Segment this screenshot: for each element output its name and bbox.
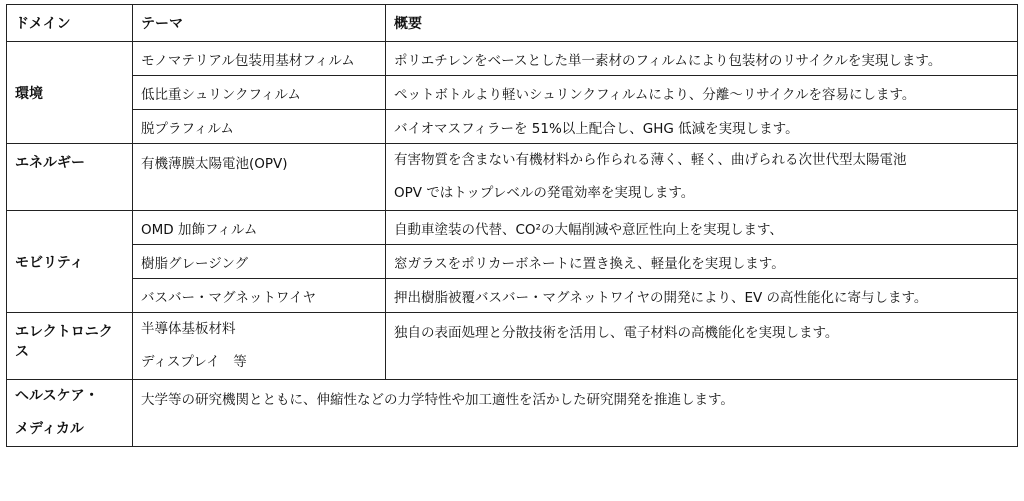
table-row — [7, 110, 1018, 144]
table-header-row — [7, 5, 1018, 42]
summary-cell: ポリエチレンをベースとした単一素材のフィルムにより包装材のリサイクルを実現します。 — [386, 42, 1018, 76]
table-row — [7, 245, 1018, 279]
theme-cell: バスバー・マグネットワイヤ — [133, 279, 386, 313]
summary-cell: 独自の表面処理と分散技術を活用し、電子材料の高機能化を実現します。 — [386, 313, 1018, 380]
summary-line: 有害物質を含まない有機材料から作られる薄く、軽く、曲げられる次世代型太陽電池 — [394, 152, 907, 168]
theme-cell: 有機薄膜太陽電池(OPV) — [133, 144, 386, 211]
header-summary: 概要 — [386, 5, 1018, 42]
theme-cell: 低比重シュリンクフィルム — [133, 76, 386, 110]
table-row — [7, 42, 1018, 76]
domain-environment: 環境 — [7, 42, 133, 144]
table-row — [7, 313, 1018, 380]
header-theme: テーマ — [133, 5, 386, 42]
summary-cell — [386, 144, 1018, 211]
theme-line: 半導体基板材料 — [141, 321, 236, 337]
domain-energy: エネルギー — [7, 144, 133, 211]
domain-electronics: エレクトロニクス — [7, 313, 133, 380]
theme-cell: OMD 加飾フィルム — [133, 211, 386, 245]
domain-mobility: モビリティ — [7, 211, 133, 313]
summary-line: OPV ではトップレベルの発電効率を実現します。 — [394, 185, 695, 201]
theme-cell: モノマテリアル包装用基材フィルム — [133, 42, 386, 76]
theme-cell: 樹脂グレージング — [133, 245, 386, 279]
theme-line: ディスプレイ 等 — [141, 354, 247, 370]
summary-cell: 押出樹脂被覆バスバー・マグネットワイヤの開発により、EV の高性能化に寄与します。 — [386, 279, 1018, 313]
summary-cell: 大学等の研究機関とともに、伸縮性などの力学特性や加工適性を活かした研究開発を推進します。 — [133, 380, 1018, 447]
table-row — [7, 76, 1018, 110]
header-domain: ドメイン — [7, 5, 133, 42]
table-row — [7, 279, 1018, 313]
theme-cell: 脱プラフィルム — [133, 110, 386, 144]
table-row — [7, 144, 1018, 211]
theme-cell — [133, 313, 386, 380]
table-row — [7, 380, 1018, 447]
summary-cell: 窓ガラスをポリカーボネートに置き換え、軽量化を実現します。 — [386, 245, 1018, 279]
summary-cell: バイオマスフィラーを 51%以上配合し、GHG 低減を実現します。 — [386, 110, 1018, 144]
domain-healthcare — [7, 380, 133, 447]
summary-cell: 自動車塗装の代替、CO²の大幅削減や意匠性向上を実現します、 — [386, 211, 1018, 245]
table-row — [7, 211, 1018, 245]
summary-cell: ペットボトルより軽いシュリンクフィルムにより、分離～リサイクルを容易にします。 — [386, 76, 1018, 110]
domain-theme-table — [6, 4, 1018, 447]
domain-line: ヘルスケア・ — [15, 388, 99, 404]
domain-line: メディカル — [15, 421, 84, 437]
